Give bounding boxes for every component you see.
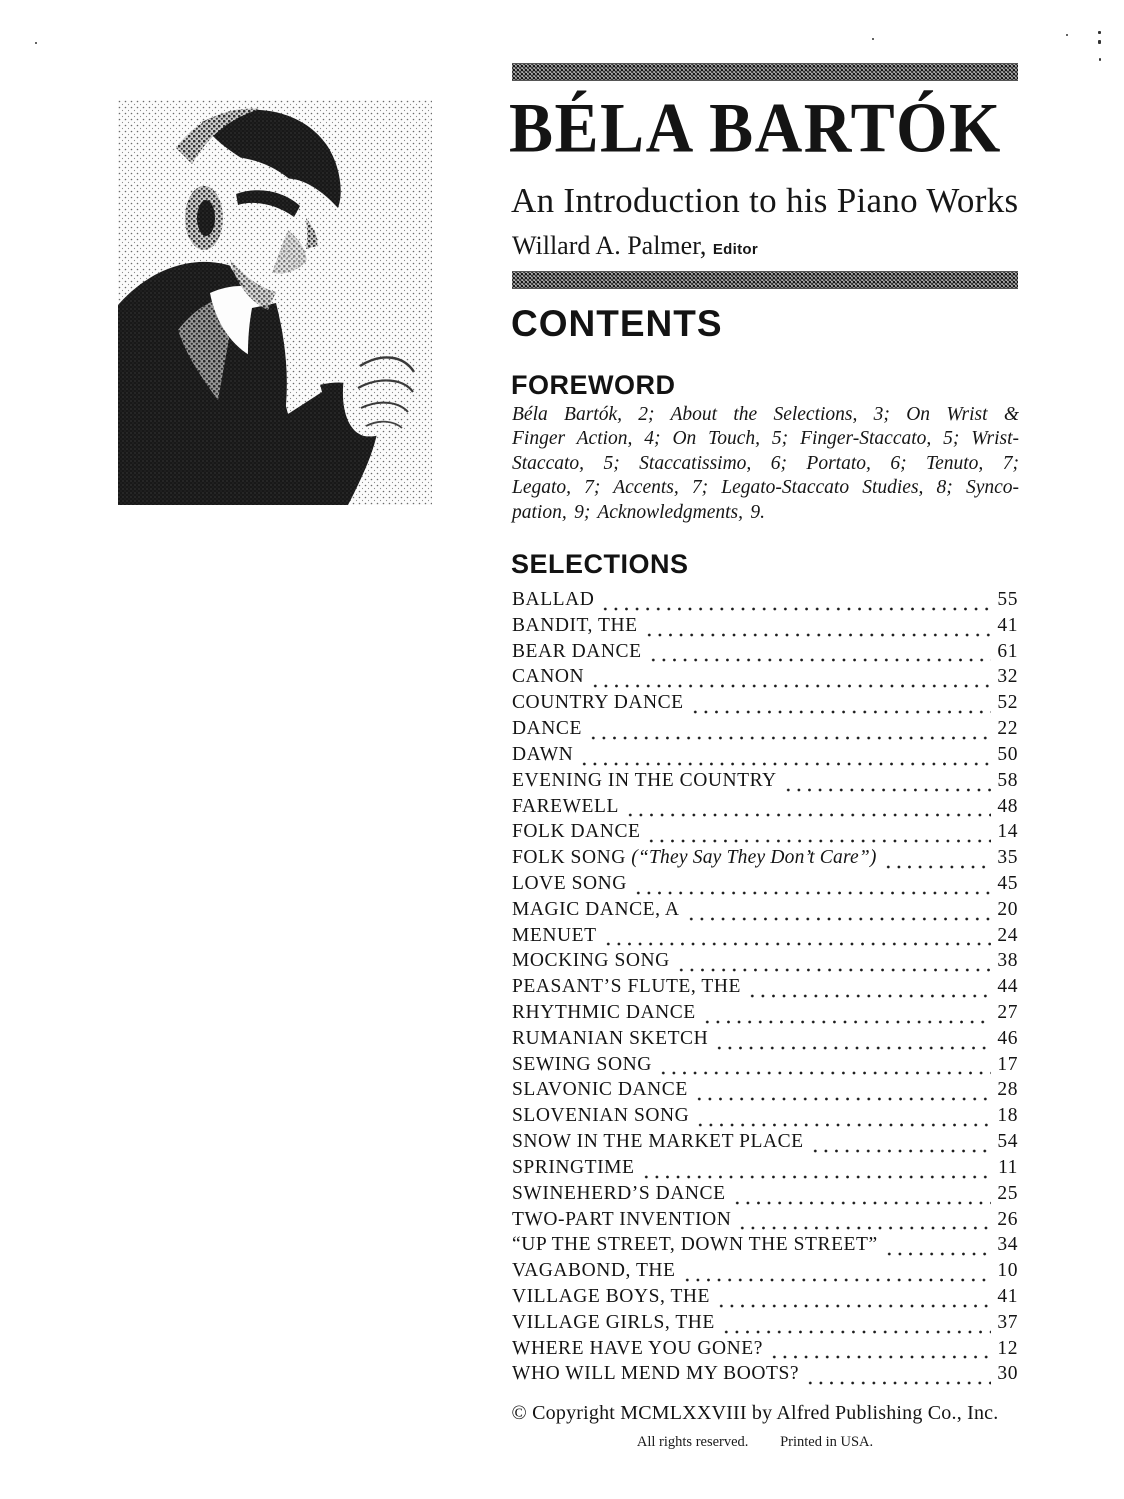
toc-dot-leader: [648, 641, 991, 667]
toc-title: DANCE: [512, 718, 582, 740]
toc-dot-leader: [646, 821, 991, 847]
toc-page-number: 12: [997, 1337, 1018, 1359]
toc-row: [512, 847, 1018, 873]
toc-page-number: 38: [997, 950, 1018, 972]
toc-dot-leader: [588, 718, 991, 744]
toc-row: [512, 950, 1018, 976]
toc-row: [512, 1157, 1018, 1183]
contents-heading: CONTENTS: [511, 303, 723, 344]
bartok-portrait-image: [118, 100, 432, 505]
toc-dot-leader: [883, 847, 991, 873]
toc-page-number: 27: [997, 1002, 1018, 1023]
toc-dot-leader: [702, 1002, 991, 1028]
scan-speck: [1098, 40, 1101, 44]
toc-title: MOCKING SONG: [512, 950, 670, 972]
editor-name: Willard A. Palmer,: [512, 231, 707, 260]
toc-page-number: 22: [997, 718, 1018, 740]
toc-title: SLAVONIC DANCE: [512, 1079, 688, 1101]
toc-title: RUMANIAN SKETCH: [512, 1027, 709, 1049]
toc-page-number: 61: [997, 640, 1018, 662]
toc-row: [512, 976, 1018, 1002]
toc-page-number: 11: [998, 1156, 1018, 1178]
toc-page-number: 37: [997, 1311, 1018, 1333]
selections-heading: SELECTIONS: [511, 549, 689, 579]
book-title: BÉLA BARTÓK: [509, 89, 1002, 168]
toc-title: WHERE HAVE YOU GONE?: [512, 1337, 763, 1359]
toc-row: [512, 1338, 1018, 1364]
toc-page-number: 30: [997, 1363, 1018, 1385]
toc-title: SLOVENIAN SONG: [512, 1105, 690, 1127]
toc-title: BEAR DANCE: [512, 640, 642, 662]
decorative-halftone-bar-middle: [512, 271, 1018, 289]
toc-dot-leader: [737, 1209, 991, 1235]
toc-title: SWINEHERD’S DANCE: [512, 1182, 726, 1204]
toc-row: [512, 770, 1018, 796]
toc-page-number: 55: [997, 589, 1018, 610]
toc-title: SPRINGTIME: [512, 1156, 635, 1178]
toc-row: [512, 1286, 1018, 1312]
toc-title: EVENING IN THE COUNTRY: [512, 769, 777, 791]
toc-row: [512, 1054, 1018, 1080]
toc-title: LOVE SONG: [512, 872, 627, 894]
toc-page-number: 14: [997, 821, 1018, 843]
toc-dot-leader: [579, 744, 991, 770]
toc-row: [512, 1028, 1018, 1054]
toc-dot-leader: [603, 925, 991, 951]
toc-dot-leader: [695, 1105, 991, 1131]
rights-line: [470, 1434, 1040, 1451]
toc-dot-leader: [721, 1312, 991, 1338]
toc-dot-leader: [694, 1079, 991, 1105]
toc-row: [512, 1105, 1018, 1131]
toc-row: [512, 899, 1018, 925]
toc-page-number: 26: [997, 1208, 1018, 1230]
toc-dot-leader: [686, 899, 992, 925]
toc-row: [512, 692, 1018, 718]
toc-title: FOLK SONG (“They Say They Don’t Care”): [512, 847, 877, 869]
toc-row: [512, 1002, 1018, 1028]
toc-title: DAWN: [512, 743, 574, 765]
toc-dot-leader: [590, 666, 991, 692]
toc-page-number: 32: [997, 666, 1018, 688]
toc-page-number: 18: [997, 1105, 1018, 1127]
toc-title: RHYTHMIC DANCE: [512, 1002, 696, 1023]
toc-page-number: 25: [997, 1182, 1018, 1204]
toc-title: FAREWELL: [512, 795, 619, 817]
toc-title: BALLAD: [512, 589, 595, 610]
scan-speck: [35, 42, 37, 44]
toc-title: VILLAGE BOYS, THE: [512, 1285, 711, 1307]
toc-title: BANDIT, THE: [512, 614, 638, 636]
toc-dot-leader: [625, 796, 991, 822]
toc-row: [512, 1209, 1018, 1235]
toc-row: [512, 666, 1018, 692]
toc-dot-leader: [716, 1286, 991, 1312]
toc-page-number: 54: [997, 1131, 1018, 1153]
toc-dot-leader: [658, 1054, 991, 1080]
toc-title: VAGABOND, THE: [512, 1260, 676, 1282]
editor-byline: [512, 231, 758, 261]
toc-title: PEASANT’S FLUTE, THE: [512, 976, 741, 998]
editor-role: Editor: [712, 241, 758, 258]
toc-row: [512, 1079, 1018, 1105]
toc-dot-leader: [805, 1363, 991, 1389]
toc-dot-leader: [633, 873, 991, 899]
footer: [470, 1402, 1040, 1451]
toc-page-number: 35: [997, 847, 1018, 869]
toc-dot-leader: [641, 1157, 991, 1183]
toc-row: [512, 873, 1018, 899]
toc-title: SNOW IN THE MARKET PLACE: [512, 1131, 804, 1153]
toc-title: “UP THE STREET, DOWN THE STREET”: [512, 1234, 878, 1256]
toc-row: [512, 925, 1018, 951]
toc-row: [512, 744, 1018, 770]
copyright-line: © Copyright MCMLXXVIII by Alfred Publishing Co., Inc.: [511, 1402, 999, 1424]
toc-row: [512, 615, 1018, 641]
toc-row: [512, 1131, 1018, 1157]
toc-row: [512, 641, 1018, 667]
toc-title: MENUET: [512, 924, 597, 946]
toc-page-number: 10: [997, 1260, 1018, 1282]
toc-title: VILLAGE GIRLS, THE: [512, 1311, 715, 1333]
scan-speck: [872, 38, 874, 40]
toc-row: [512, 1260, 1018, 1286]
toc-page-number: 44: [997, 976, 1018, 998]
toc-page-number: 24: [997, 924, 1018, 946]
toc-page-number: 46: [997, 1027, 1018, 1049]
toc-dot-leader: [747, 976, 991, 1002]
toc-row: [512, 1363, 1018, 1389]
toc-page-number: 45: [997, 872, 1018, 894]
toc-dot-leader: [644, 615, 991, 641]
decorative-halftone-bar-top: [512, 63, 1018, 81]
toc-page-number: 41: [997, 1285, 1018, 1307]
toc-dot-leader: [769, 1338, 991, 1364]
toc-page-number: 41: [997, 614, 1018, 636]
toc-title: MAGIC DANCE, A: [512, 898, 680, 920]
toc-dot-leader: [732, 1183, 991, 1209]
scan-speck: [1098, 31, 1101, 34]
toc-page-number: 17: [997, 1053, 1018, 1075]
toc-title: CANON: [512, 666, 585, 688]
printed-in-usa-text: Printed in USA.: [780, 1434, 874, 1450]
toc-dot-leader: [783, 770, 991, 796]
toc-row: [512, 1183, 1018, 1209]
toc-dot-leader: [714, 1028, 991, 1054]
toc-title: WHO WILL MEND MY BOOTS?: [512, 1363, 800, 1385]
toc-row: [512, 1312, 1018, 1338]
toc-dot-leader: [682, 1260, 991, 1286]
toc-row: [512, 589, 1018, 615]
toc-row: [512, 821, 1018, 847]
selections-list: [512, 589, 1018, 1389]
foreword-heading: FOREWORD: [511, 370, 676, 400]
toc-row: [512, 796, 1018, 822]
scan-speck: [1066, 34, 1068, 36]
toc-title: SEWING SONG: [512, 1053, 652, 1075]
toc-row: [512, 1234, 1018, 1260]
book-subtitle: An Introduction to his Piano Works: [511, 181, 1019, 220]
toc-row: [512, 718, 1018, 744]
toc-title: FOLK DANCE: [512, 821, 641, 843]
toc-page-number: 20: [997, 898, 1018, 920]
rights-reserved-text: All rights reserved.: [636, 1434, 749, 1450]
toc-dot-leader: [690, 692, 991, 718]
toc-page-number: 50: [997, 743, 1018, 765]
toc-page-number: 28: [997, 1079, 1018, 1101]
toc-dot-leader: [600, 589, 991, 615]
toc-dot-leader: [884, 1234, 991, 1260]
toc-title: TWO-PART INVENTION: [512, 1208, 732, 1230]
toc-page-number: 52: [997, 692, 1018, 714]
foreword-paragraph: Béla Bartók, 2; About the Selections, 3; On Wrist & Finger Action, 4; On Touch, 5; Finger-Staccato, 5; Wrist- Staccato, 5; Staccatissimo, 6; Portato, 6; Tenuto, 7; Legato, 7; Accents, 7; Legato-Staccato Studies, 8; Synco- pation, 9; Acknowledgments, 9.: [512, 404, 1019, 523]
toc-title: COUNTRY DANCE: [512, 692, 684, 714]
scan-speck: [1099, 58, 1101, 61]
toc-page-number: 34: [997, 1234, 1018, 1256]
toc-page-number: 48: [997, 795, 1018, 817]
toc-dot-leader: [676, 950, 991, 976]
toc-dot-leader: [810, 1131, 991, 1157]
toc-page-number: 58: [997, 769, 1018, 791]
